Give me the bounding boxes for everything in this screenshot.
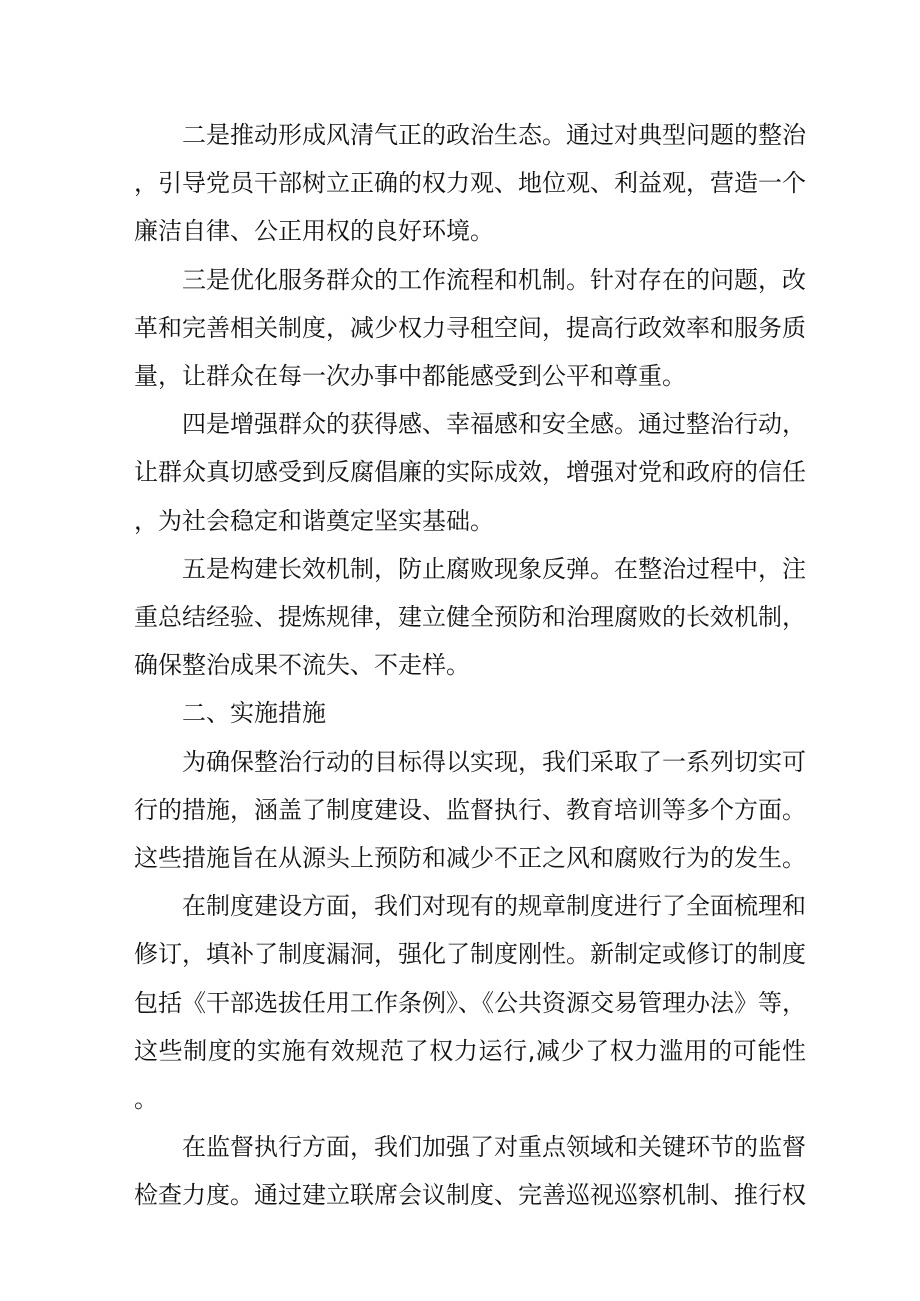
document-body — [134, 111, 806, 1220]
section-heading-measures: 二、实施措施 — [182, 699, 326, 728]
paragraph-goal-three: 三是优化服务群众的工作流程和机制。针对存在的问题，改革和完善相关制度，减少权力寻租空间，提高行政效率和服务质量，让群众在每一次办事中都能感受到公平和尊重。 — [134, 265, 806, 391]
paragraph-goal-four: 四是增强群众的获得感、幸福感和安全感。通过整治行动，让群众真切感受到反腐倡廉的实际成效，增强对党和政府的信任，为社会稳定和谐奠定坚实基础。 — [134, 410, 806, 535]
paragraph-measures-intro: 为确保整治行动的目标得以实现，我们采取了一系列切实可行的措施，涵盖了制度建设、监督执行、教育培训等多个方面。这些措施旨在从源头上预防和减少不正之风和腐败行为的发生。 — [134, 747, 806, 873]
paragraph-supervision: 在监督执行方面，我们加强了对重点领域和关键环节的监督检查力度。通过建立联席会议制度、完善巡视巡察机制、推行权 — [134, 1133, 806, 1210]
paragraph-goal-five: 五是构建长效机制，防止腐败现象反弹。在整治过程中，注重总结经验、提炼规律，建立健全预防和治理腐败的长效机制，确保整治成果不流失、不走样。 — [134, 554, 806, 680]
paragraph-institution-building: 在制度建设方面，我们对现有的规章制度进行了全面梳理和修订，填补了制度漏洞，强化了制度刚性。新制定或修订的制度包括《干部选拔任用工作条例》、《公共资源交易管理办法》等，这些制度的实施有效规范了权力运行,减少了权力滥用的可能性。 — [134, 892, 806, 1114]
paragraph-goal-two: 二是推动形成风清气正的政治生态。通过对典型问题的整治，引导党员干部树立正确的权力观、地位观、利益观，营造一个廉洁自律、公正用权的良好环境。 — [134, 121, 806, 246]
